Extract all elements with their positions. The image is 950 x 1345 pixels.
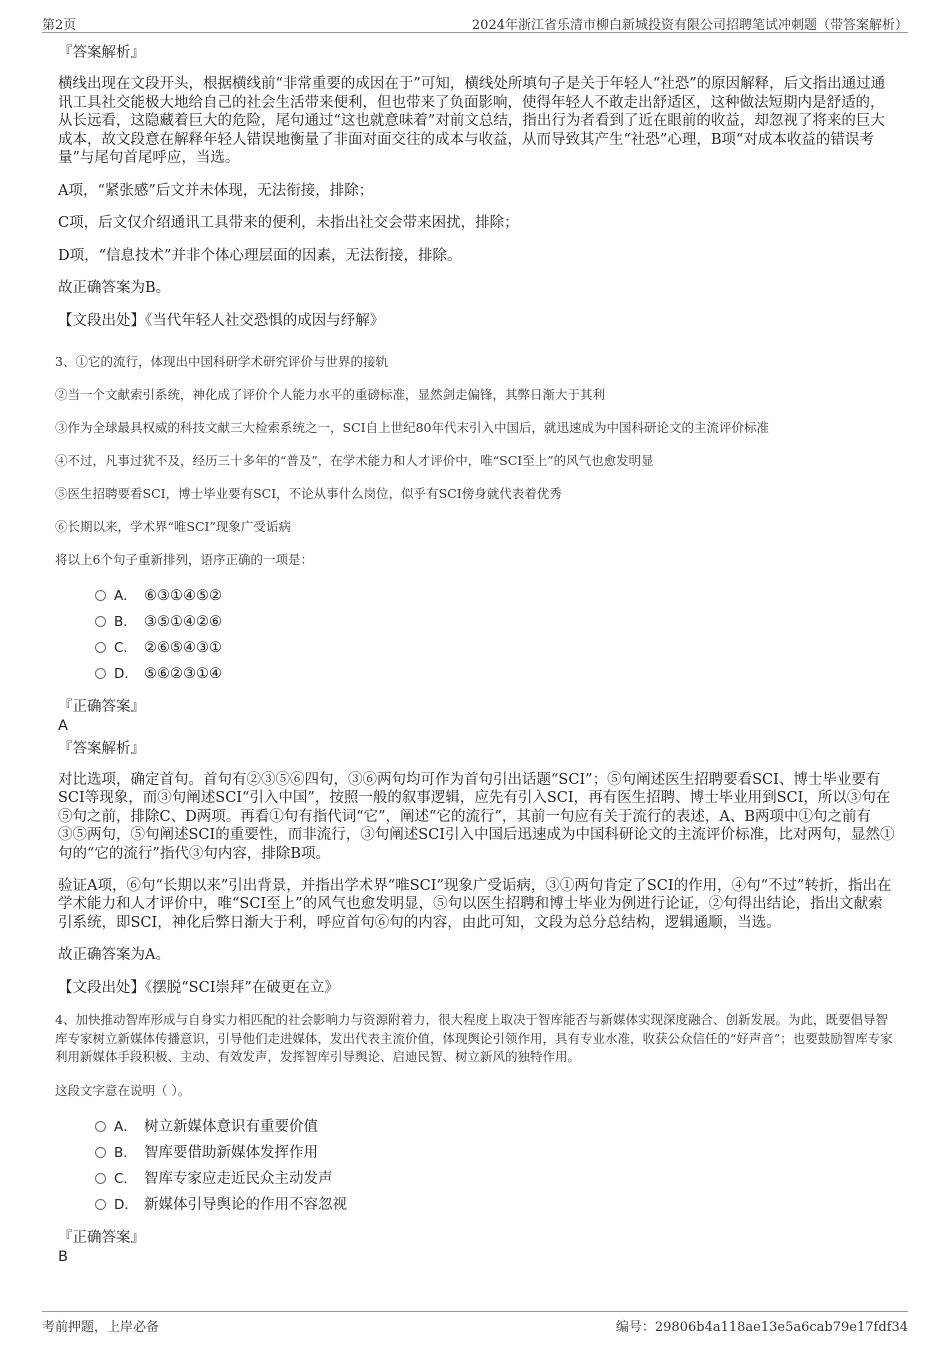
q4-prompt: 这段文字意在说明（ ）。 [55, 1082, 191, 1098]
q3-analysis-label: 『答案解析』 [58, 741, 145, 757]
q3-answer: A [58, 718, 68, 734]
conclusion: 故正确答案为B。 [58, 280, 171, 296]
radio-icon[interactable] [95, 642, 106, 653]
q4-option-a[interactable]: A． 树立新媒体意识有重要价值 [95, 1114, 895, 1140]
radio-icon[interactable] [95, 1173, 106, 1184]
q4-stem: 4、加快推动智库形成与自身实力相匹配的社会影响力与资源附着力，很大程度上取决于智库能否与新媒体实现深度融合、创新发展。为此，既要倡导智库专家树立新媒体传播意识，引导他们走进媒体，发出代表主流价值，体现舆论引领作用，具有专业水准，收获公众信任的“好声音”；也要鼓励智库专家利用新媒体手段积极、主动、有效发声，发挥智库引导舆论、启迪民智、树立新风的独特作用。 [55, 1012, 893, 1065]
q3-sentence-2: ②当一个文献索引系统，神化成了评价个人能力水平的重磅标准，显然剑走偏锋，其弊日渐大于其利 [55, 387, 606, 402]
radio-icon[interactable] [95, 1121, 106, 1132]
q3-answer-label: 『正确答案』 [58, 699, 145, 715]
q3-sentence-3: ③作为全球最具权威的科技文献三大检索系统之一，SCI自上世纪80年代末引入中国后，就迅速成为中国科研论文的主流评价标准 [55, 420, 769, 435]
q4-option-c[interactable]: C． 智库专家应走近民众主动发声 [95, 1166, 895, 1192]
analysis-label: 『答案解析』 [58, 45, 145, 61]
option-d-note: D项，“信息技术”并非个体心理层面的因素，无法衔接，排除。 [58, 247, 462, 264]
radio-icon[interactable] [95, 1147, 106, 1158]
analysis-paragraph: 横线出现在文段开头，根据横线前“非常重要的成因在于”可知，横线处所填句子是关于年轻人“社恐”的原因解释，后文指出通过通讯工具社交能极大地给自己的社会生活带来便利，但也带来了负面影响，使得年轻人不敢走出舒适区，这种做法短期内是舒适的，从长远看，这隐藏着巨大的危险，尾句通过“这也就意味着”对前文总结，指出行为者看到了近在眼前的收益，却忽视了将来的巨大成本，故文段意在解释年轻人错误地衡量了非面对面交往的成本与收益，从而导致其产生“社恐”心理，B项“对成本收益的错误考量”与尾句首尾呼应，当选。 [58, 76, 886, 166]
document-id: 编号：29806b4a118ae13e5a6cab79e17fdf34 [615, 1320, 908, 1335]
q4-option-d[interactable]: D． 新媒体引导舆论的作用不容忽视 [95, 1192, 895, 1218]
q3-sentence-6: ⑥长期以来，学术界“唯SCI”现象广受诟病 [55, 519, 291, 534]
page-header [42, 12, 908, 33]
q3-option-d[interactable]: D． ⑤⑥②③①④ [95, 661, 895, 687]
q4-options [95, 1114, 895, 1218]
q3-source: 【文段出处】《摆脱“SCI崇拜”在破更在立》 [58, 979, 339, 996]
q3-analysis-1: 对比选项，确定首句。首句有②③⑤⑥四句，③⑥两句均可作为首句引出话题“SCI”；⑤句阐述医生招聘要看SCI、博士毕业要有SCI等现象，而③句阐述SCI“引入中国”，按照一般的叙事逻辑，应先有引入SCI，再有医生招聘、博士毕业用到SCI，所以③句在⑤句之前，排除C、D两项。再看①句有指代词“它”，阐述“它的流行”，其前一句应有关于流行的表述，A、B两项中①句之前有③⑤两句，⑤句阐述SCI的重要性，而非流行，③句阐述SCI引入中国后迅速成为中国科研论文的主流评价标准，比对两句，显然①句的“它的流行”指代③句内容，排除B项。 [58, 772, 895, 862]
q3-option-c[interactable]: C． ②⑥⑤④③① [95, 635, 895, 661]
radio-icon[interactable] [95, 590, 106, 601]
q3-sentence-1: 3、①它的流行，体现出中国科研学术研究评价与世界的接轨 [55, 354, 388, 369]
q3-option-a[interactable]: A． ⑥③①④⑤② [95, 583, 895, 609]
q3-option-b[interactable]: B． ③⑤①④②⑥ [95, 609, 895, 635]
q3-sentence-5: ⑤医生招聘要看SCI，博士毕业要有SCI，不论从事什么岗位，似乎有SCI傍身就代表着优秀 [55, 486, 562, 501]
q3-options [95, 583, 895, 687]
radio-icon[interactable] [95, 668, 106, 679]
q4-answer: B [58, 1248, 68, 1265]
q4-option-b[interactable]: B． 智库要借助新媒体发挥作用 [95, 1140, 895, 1166]
q3-analysis-2: 验证A项，⑥句“长期以来”引出背景，并指出学术界“唯SCI”现象广受诟病，③①两句肯定了SCI的作用，④句“不过”转折，指出在学术能力和人才评价中，唯“SCI至上”的风气也愈发明显，⑤句以医生招聘和博士毕业为例进行论证，②句得出结论，指出文献索引系统，即SCI，神化后弊日渐大于利，呼应首句⑥句的内容，由此可知，文段为总分总结构，逻辑通顺，当选。 [58, 878, 892, 931]
q4-answer-label: 『正确答案』 [58, 1229, 145, 1246]
option-c-note: C项，后文仅介绍通讯工具带来的便利，未指出社交会带来困扰，排除； [58, 215, 519, 231]
radio-icon[interactable] [95, 616, 106, 627]
main-content [55, 43, 895, 1270]
radio-icon[interactable] [95, 1199, 106, 1210]
document-title: 2024年浙江省乐清市柳白新城投资有限公司招聘笔试冲刺题（带答案解析） [471, 18, 908, 33]
source: 【文段出处】《当代年轻人社交恐惧的成因与纾解》 [58, 312, 385, 329]
q3-prompt: 将以上6个句子重新排列，语序正确的一项是： [55, 552, 313, 567]
option-a-note: A项，“紧张感”后文并未体现，无法衔接，排除； [58, 182, 374, 199]
footer-slogan: 考前押题，上岸必备 [42, 1320, 160, 1335]
page-footer [42, 1311, 908, 1338]
page-number: 第2页 [42, 18, 77, 33]
q3-sentence-4: ④不过，凡事过犹不及，经历三十多年的“普及”，在学术能力和人才评价中，唯“SCI至上”的风气也愈发明显 [55, 453, 654, 468]
q3-conclusion: 故正确答案为A。 [58, 947, 170, 964]
